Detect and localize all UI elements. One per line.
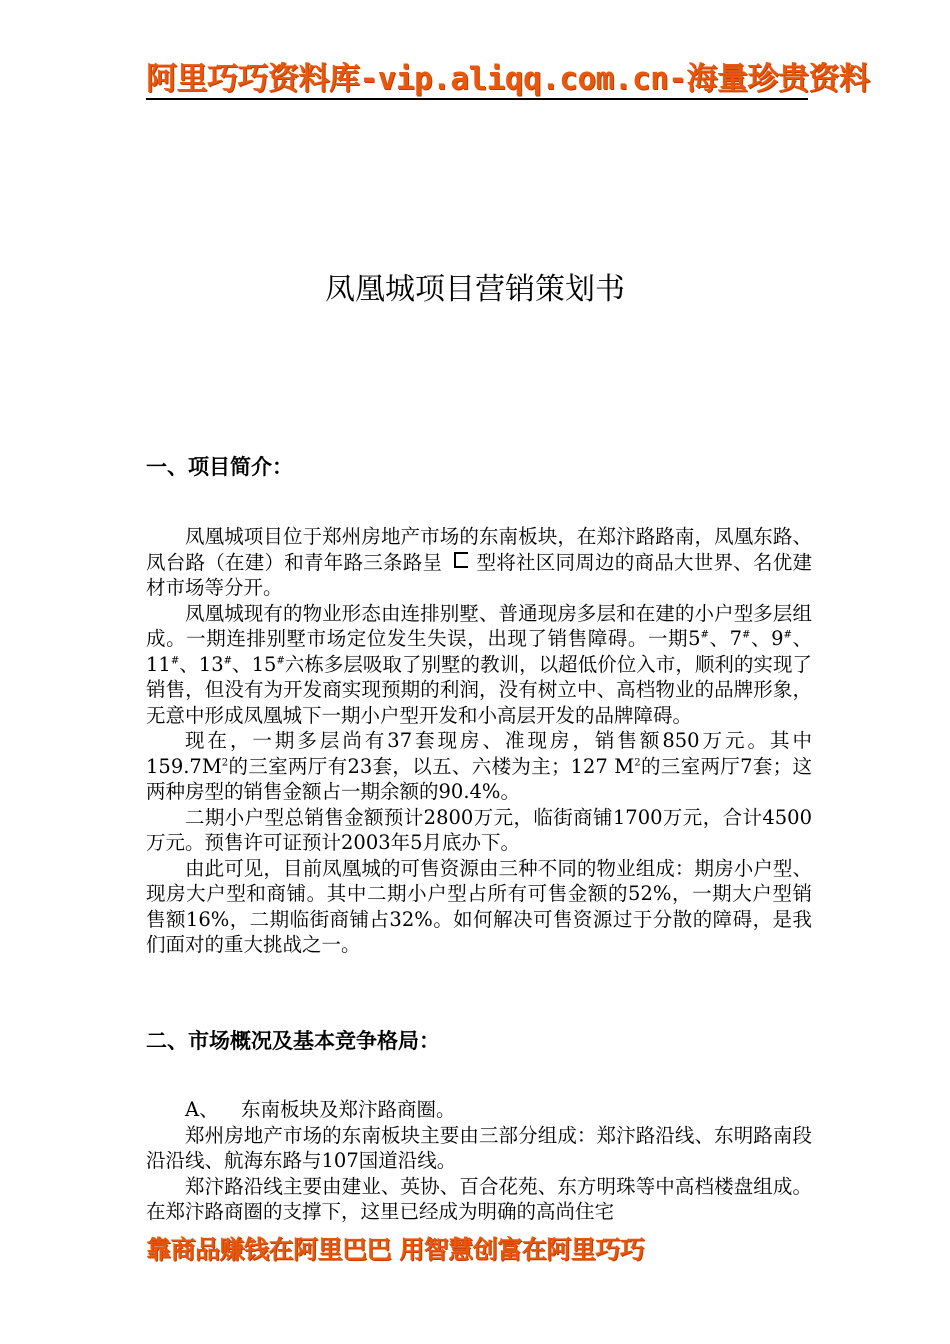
building-number: 15: [251, 652, 277, 676]
header-underline: [146, 98, 808, 100]
paragraph-text: 现在，一期多层尚有37套现房、准现房，销售额850万元。其中159.7M: [146, 729, 812, 778]
paragraph-text: 凤凰城现有的物业形态由连排别墅、普通现房多层和在建的小户型多层组成。一期连排别墅市场定位发生失误，出现了销售障碍。一期: [146, 601, 812, 650]
paragraph-text: 六栋多层吸取了别墅的教训，以超低价位入市，顺利的实现了销售，但没有为开发商实现预期的利润，没有树立中、高档物业的品牌形象，无意中形成凤凰城下一期小户型开发和小高层开发的品牌障碍。: [146, 652, 812, 727]
number-mark: #: [700, 629, 709, 641]
paragraph-zhengbian-road: 郑汴路沿线主要由建业、英协、百合花苑、东方明珠等中高档楼盘组成。在郑汴路商圈的支撑下，这里已经成为明确的高尚住宅: [146, 1174, 812, 1223]
list-item-a: [146, 1097, 812, 1123]
number-mark: #: [742, 629, 751, 641]
paragraph-location: [146, 524, 812, 601]
building-number: 11: [146, 652, 171, 676]
building-number: 7: [729, 627, 743, 650]
section-heading-market-overview: 二、市场概况及基本竞争格局：: [146, 1029, 440, 1053]
header-banner: [146, 60, 870, 102]
paragraph-southeast-sector: 郑州房地产市场的东南板块主要由三部分组成：郑汴路沿线、东明路南段沿沿线、航海东路与107国道沿线。: [146, 1123, 812, 1172]
document-title: 凤凰城项目营销策划书: [325, 272, 625, 307]
list-item-text: 东南板块及郑汴路商圈。: [241, 1098, 456, 1121]
number-mark: #: [170, 655, 180, 666]
superscript: 2: [634, 757, 641, 768]
separator: 、: [232, 652, 252, 676]
building-number: 9: [771, 627, 784, 650]
building-number: 13: [198, 652, 224, 676]
building-number: 5: [688, 627, 701, 650]
number-mark: #: [223, 655, 232, 666]
section-body-market-overview: [146, 1097, 812, 1225]
paragraph-property-forms: [146, 601, 812, 729]
number-mark: #: [783, 629, 792, 641]
paragraph-text: 的三室两厅有23套，以五、六楼为主；127 M: [228, 754, 635, 778]
separator: 、: [708, 627, 730, 650]
section-body-project-intro: [146, 524, 812, 958]
paragraph-text: 的三室两厅7套；这两种房型的销售金额占一期余额的90.4%。: [146, 754, 812, 803]
footer-banner: [146, 1232, 796, 1268]
paragraph-phase2-sales: 二期小户型总销售金额预计2800万元，临街商铺1700万元，合计4500万元。预售许可证预计2003年5月底办下。: [146, 805, 812, 854]
separator: 、: [179, 652, 199, 676]
footer-banner-text: 靠商品赚钱在阿里巴巴 用智慧创富在阿里巧巧: [146, 1235, 645, 1264]
section-heading-project-intro: 一、项目简介：: [146, 455, 293, 479]
superscript: 2: [221, 757, 229, 768]
number-mark: #: [276, 655, 285, 666]
paragraph-text: 型将社区同周边的商品大世界、名优建材市场等分开。: [146, 550, 812, 599]
separator: 、: [791, 627, 812, 650]
paragraph-conclusion: 由此可见，目前凤凰城的可售资源由三种不同的物业组成：期房小户型、现房大户型和商铺。其中二期小户型占所有可售金额的52%，一期大户型销售额16%，二期临街商铺占32%。如何解决可售资源过于分散的障碍，是我们面对的重大挑战之一。: [146, 856, 812, 956]
paragraph-text: 凤凰城项目位于郑州房地产市场的东南板块，在郑汴路路南，凤凰东路、凤台路（在建）和青年路三条路呈: [146, 525, 812, 574]
header-banner-text: 阿里巧巧资料库-vip.aliqq.com.cn-海量珍贵资料: [146, 61, 870, 97]
list-item-label: A、: [185, 1098, 219, 1121]
u-shape-symbol-icon: [454, 552, 468, 568]
paragraph-current-stock: [146, 728, 812, 805]
separator: 、: [750, 627, 772, 650]
